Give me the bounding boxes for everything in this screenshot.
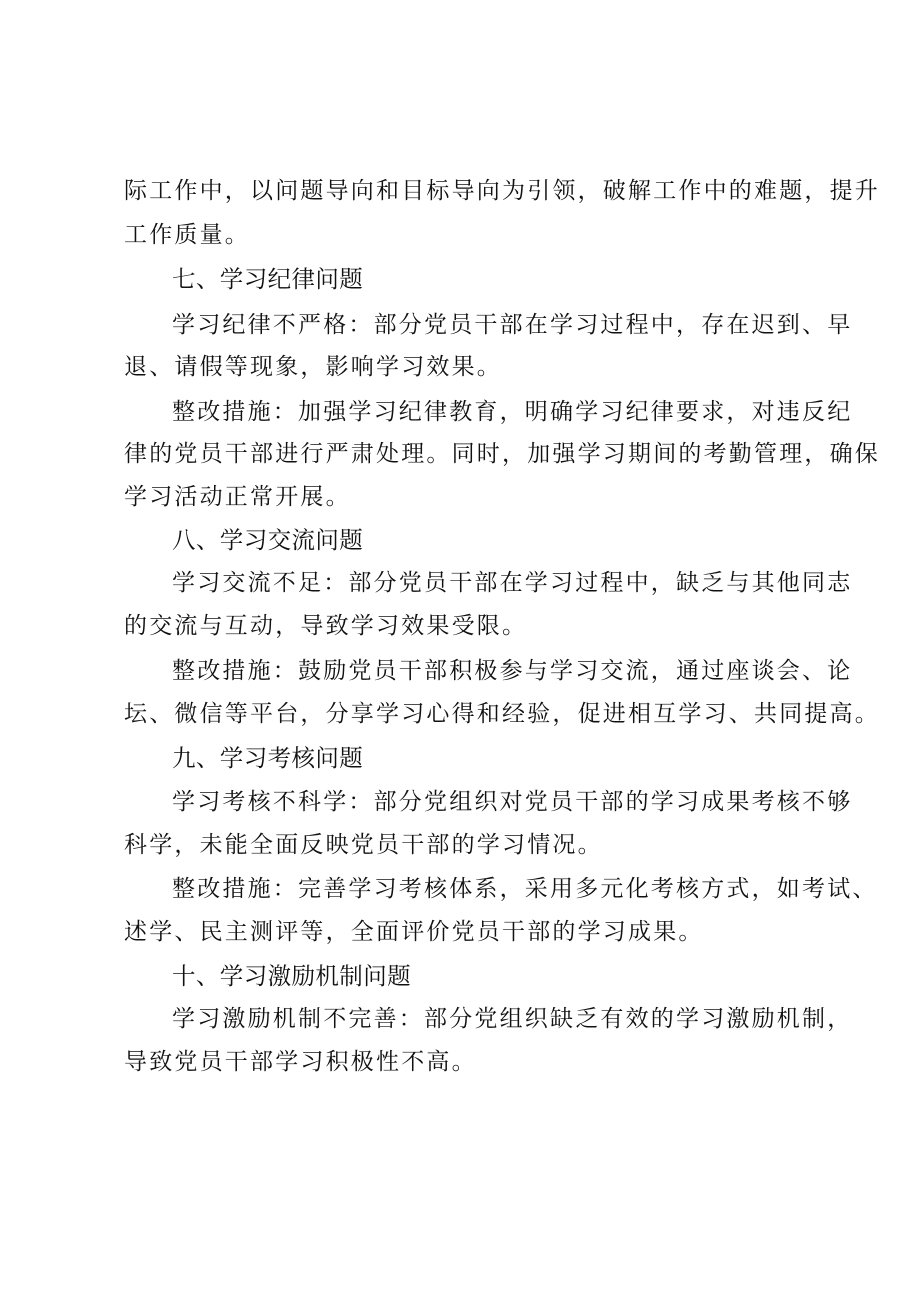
paragraph-line: 律的党员干部进行严肃处理。同时，加强学习期间的考勤管理，确保	[124, 441, 880, 467]
paragraph-line: 坛、微信等平台，分享学习心得和经验，促进相互学习、共同提高。	[124, 701, 880, 727]
paragraph-line: 学习纪律不严格：部分党员干部在学习过程中，存在迟到、早	[172, 312, 853, 338]
paragraph-line: 际工作中，以问题导向和目标导向为引领，破解工作中的难题，提升	[124, 178, 880, 204]
paragraph-line: 导致党员干部学习积极性不高。	[124, 1049, 477, 1075]
paragraph-line: 工作质量。	[124, 222, 250, 248]
section-heading: 九、学习考核问题	[172, 744, 364, 772]
section-heading: 八、学习交流问题	[172, 526, 364, 554]
paragraph-line: 整改措施：加强学习纪律教育，明确学习纪律要求，对违反纪	[172, 399, 853, 425]
paragraph-line: 整改措施：鼓励党员干部积极参与学习交流，通过座谈会、论	[172, 658, 853, 684]
paragraph-line: 学习考核不科学：部分党组织对党员干部的学习成果考核不够	[172, 789, 853, 815]
section-heading: 七、学习纪律问题	[172, 265, 364, 293]
paragraph-line: 退、请假等现象，影响学习效果。	[124, 354, 502, 380]
section-heading: 十、学习激励机制问题	[172, 962, 411, 990]
paragraph-line: 述学、民主测评等，全面评价党员干部的学习成果。	[124, 919, 704, 945]
paragraph-line: 的交流与互动，导致学习效果受限。	[124, 613, 528, 639]
paragraph-line: 学习活动正常开展。	[124, 484, 351, 510]
paragraph-line: 整改措施：完善学习考核体系，采用多元化考核方式，如考试、	[172, 876, 878, 902]
paragraph-line: 科学，未能全面反映党员干部的学习情况。	[124, 832, 603, 858]
paragraph-line: 学习交流不足：部分党员干部在学习过程中，缺乏与其他同志	[172, 570, 853, 596]
paragraph-line: 学习激励机制不完善：部分党组织缺乏有效的学习激励机制，	[172, 1006, 853, 1032]
